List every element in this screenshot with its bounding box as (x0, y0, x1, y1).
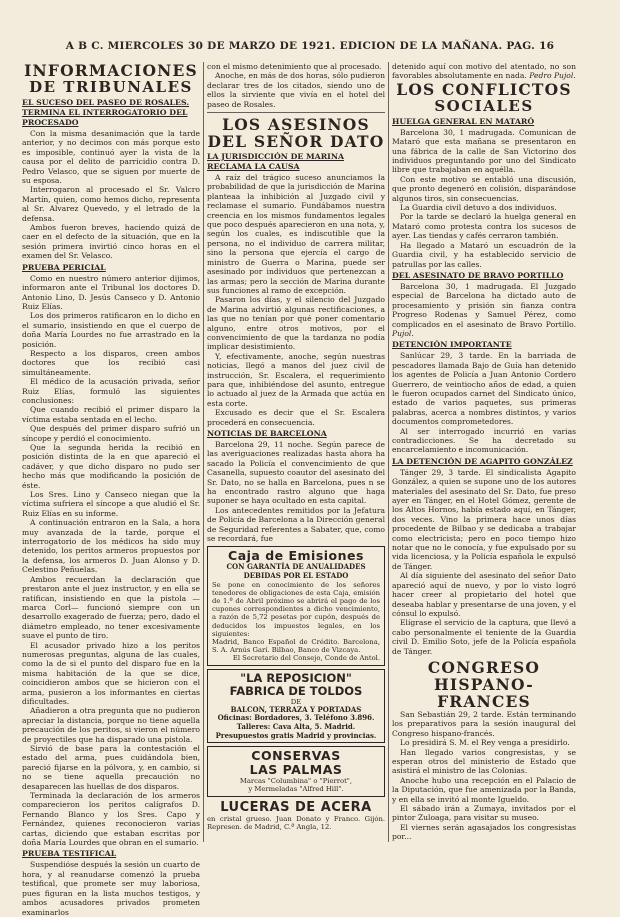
ad-line: DE (290, 697, 302, 706)
column-1 (22, 61, 200, 917)
paragraph: Añadieron a otra pregunta que no pudieron apreciar la distancia, porque no tiene aquella precaución de los peritos, si vieron el número de proyectiles que ha disparado una pistola. (22, 706, 200, 744)
paragraph: El acusador privado hizo a los peritos numerosas preguntas, alguna de las cuales, como la de si el punto del disparo fue en la misma habitación de la que se dice, coincidieron ambos que se hicieron con el arma, pusieron a los informantes en ciertas dificultades. (22, 640, 200, 706)
column-rule-2 (388, 62, 389, 842)
paragraph: Con este motivo se entabló una discusión, que pronto degeneró en colisión, disparándose algunos tiros, sin consecuencias. (392, 174, 576, 203)
section-heading-sociales: SOCIALES (434, 96, 534, 115)
paragraph: Ambos fueron breves, haciendo quizá de caer en el defecto de la situación, que en la sesión primera invirtió cinco horas en el examen del Sr. Velasco. (22, 223, 200, 261)
paragraph: El médico de la acusación privada, señor Ruiz Elías, formuló las siguientes conclusiones: (22, 377, 200, 405)
paragraph (392, 282, 576, 338)
paragraph: Sirvió de base para la contestación el estado del arma, pues cuidándola bien, pareció fijarse en la pólvora, y, en cambio, si no se tiene aquella precaución no desaparecen las huellas de dos disparos. (22, 744, 200, 791)
paragraph: Anoche hubo una recepción en el Palacio de la Diputación, que fue amenizada por la Banda, y en ella se invitó al monte Igueldo. (392, 775, 576, 804)
signature: Pujol. (392, 328, 414, 338)
column-2 (207, 62, 385, 852)
paragraph (392, 62, 576, 81)
paragraph: Como en nuestro número anterior dijimos, informaron ante el Tribunal los doctores D. Antonio Lino, D. Jesús Canseco y D. Antonio Ruiz Elías. (22, 273, 200, 311)
ad-places: Madrid, Banco Español de Crédito. Barcelona, S. A. Arnús Garí. Bilbao, Banco de Vizcaya. (212, 638, 380, 655)
paragraph: A continuación entraron en la Sala, a hora muy avanzada de la tarde, porque el interrogatorio de los médicos ha sido muy detenido, los peritos armeros propuestos por la defensa, los armeros D. Juan Alonso y D. Celestino Peñuelas. (22, 518, 200, 575)
ad-luceras (207, 800, 385, 831)
subheading-noticias-barcelona: NOTICIAS DE BARCELONA (207, 429, 327, 438)
paragraph: San Sebastián 29, 2 tarde. Están terminando los preparativos para la sesión inaugural del Congreso hispano-francés. (392, 709, 576, 738)
subheading-jurisdiccion-marina: LA JURISDICCIÓN DE MARINA RECLAMA LA CAUSA (207, 152, 344, 172)
paragraph-text: Barcelona 30, 1 madrugada. El Juzgado especial de Barcelona ha dictado auto de procesamiento y prisión sin fianza contra Progreso Rodenas y Samuel Pérez, como complicados en el asesinato de Bravo Portillo. (392, 281, 576, 329)
section-heading-tribunales: DE TRIBUNALES (29, 78, 193, 96)
section-heading-congreso: CONGRESO (427, 657, 541, 677)
paragraph: El sábado irán a Zumaya, invitados por el pintor Zuloaga, para visitar su museo. (392, 804, 576, 823)
paragraph: Con la misma desanimación que la tarde anterior, y no decimos con más porque esto es imposible, continuó ayer la vista de la causa por el delito de parricidio contra D. Pedro Velasco, que se siguen por muerte de su esposa. (22, 129, 200, 186)
ad-la-reposicion (207, 669, 385, 744)
subheading-suceso-rosales: EL SUCESO DEL PASEO DE ROSALES. TERMINA EL INTERROGATORIO DEL PROCESADO (22, 98, 190, 127)
ad-line: Talleres: Cava Alta, 5. Madrid. (236, 722, 356, 732)
paragraph: con el mismo detenimiento que al procesado. (207, 62, 382, 71)
paragraph: Anoche, en más de dos horas, sólo pudieron declarar tres de los citados, siendo uno de ellos la sirviente que vivía en el hotel del paseo de Rosales. (207, 71, 385, 109)
ad-body: Se pone en conocimiento de los señores tenedores de obligaciones de esta Caja, emisión de 1.º de Abril próximo se abrirá el pago de los cupones correspondientes a dicho vencimiento, a razón de 5,72 pesetas por cupón, después de deducidos los impuestos legales, en los siguientes: (212, 580, 380, 638)
paragraph-text: detenido aquí con motivo del atentado, no son favorables absolutamente en nada. (392, 62, 576, 81)
paragraph: Por la tarde se declaró la huelga general en Mataró como protesta contra los sucesos de ayer. Las tiendas y cafés cerraron también. (392, 212, 576, 241)
section-heading-hispano-frances: HISPANO-FRANCES (434, 674, 534, 711)
signature: Pedro Pujol. (529, 71, 576, 81)
subheading-prueba-testifical: PRUEBA TESTIFICAL (22, 849, 117, 859)
paragraph: Los antecedentes remitidos por la Jefatura de Policía de Barcelona a la Dirección general de Seguridad referentes a Sabater, que, como se recordará, fue (207, 505, 385, 544)
subheading-detencion-importante: DETENCIÓN IMPORTANTE (392, 340, 512, 350)
subheading-agapito-gonzalez: LA DETENCIÓN DE AGAPITO GONZÁLEZ (392, 456, 573, 466)
subheading-prueba-pericial: PRUEBA PERICIAL (22, 262, 106, 272)
paragraph: Que la segunda herida la recibió en posición distinta de la en que apareció el cadáver, y que dicho disparo no pudo ser hecho más que modificando la posición de éste. (22, 443, 200, 490)
ad-conservas (207, 746, 385, 796)
ad-title: FABRICA DE TOLDOS (229, 683, 363, 698)
subheading-huelga-mataro: HUELGA GENERAL EN MATARÓ (392, 116, 535, 126)
paragraph: Barcelona 30, 1 madrugada. Comunican de Mataró que esta mañana se presentaron en una fábrica de la calle de San Victorino dos individuos preguntando por uno del Sindicato libre que trabajaban en aquélla. (392, 127, 576, 175)
paragraph: Sanlúcar 29, 3 tarde. En la barriada de pescadores llamada Bajo de Guía han detenido los agentes de Policía a Juan Antonio Cordero Guerrero, de veintiocho años de edad, a quien le fueron ocupados carnet del Sindicato único, estado de varios paquetes, sus primeras palabras, acerca a nombres distintos, y varios documentos comprometedores. (392, 351, 576, 427)
paragraph: Y, efectivamente, anoche, según nuestras noticias, llegó a manos del juez civil de instrucción, Sr. Escalera, el requerimiento para que, inhibiéndose del asunto, entregue lo actuado al juez de la Armada que actúa en esta corte. (207, 351, 385, 408)
paragraph: Respecto a los disparos, creen ambos doctores que los recibió casi simultáneamente. (22, 348, 200, 377)
ad-line: Marcas "Columbina" o "Pierrot", (239, 777, 353, 786)
ad-title: CONSERVAS (251, 748, 341, 764)
paragraph: A raíz del trágico suceso anunciamos la probabilidad de que la jurisdicción de Marina planteaa la inhibición al Juzgado civil y reclamase el sumario. Fundábamos nuestra creencia en los mismos fundamentos legales que poco después aparecieron en una nota, y, según los cuales, es indiscutible que la persona, no el individuo de carrera militar, sino la persona que ejercía el cargo de ministro de Guerra o Marina, puede ser asesinado por individuos que pertenezcan a las armas; pero la sección de Marina durante sus funciones al ramo de excepción. (207, 173, 385, 295)
ad-caja-emisiones (207, 546, 385, 665)
paragraph: Elígrase el servicio de la captura, que llevó a cabo personalmente el teniente de la Guardia civil D. Emilio Soto, jefe de la Policía española de Tánger. (392, 618, 576, 656)
column-rule-1 (203, 62, 204, 842)
ad-title: LUCERAS DE ACERA (220, 799, 372, 815)
subheading-bravo-portillo: DEL ASESINATO DE BRAVO PORTILLO (392, 270, 564, 280)
paragraph: Al ser interrogado incurrió en varias contradicciones. Se ha decretado su encarcelamiento e incomunicación. (392, 426, 576, 455)
column-3 (392, 62, 576, 852)
section-heading-informaciones: INFORMACIONES (24, 61, 198, 80)
paragraph: Pasaron los días, y el silencio del Juzgado de Marina advirtió algunas rectificaciones, a las que no tenían por qué poner comentario alguno, entre otros motivos, por el convencimiento de que la tardanza no podía implicar desistimiento. (207, 295, 385, 352)
paragraph: El viernes serán agasajados los congresistas por... (392, 822, 576, 842)
paragraph: Barcelona 29, 11 noche. Según parece de las averiguaciones realizadas hasta ahora ha sacado la Policía el convencimiento de que Casanella, supuesto coautor del asesinato del Sr. Dato, no se halla en Barcelona, pues n se ha encontrado rastro alguno que haga suponer se haya ocultado en esta capital. (207, 440, 385, 506)
ad-body: en cristal grueso. Juan Donato y Franco. Gijón. Represen. de Madrid, C.ª Angla, 12. (207, 814, 385, 831)
ad-line: Presupuestos gratis Madrid y provincias. (215, 730, 377, 740)
ad-title: Caja de Emisiones (228, 548, 364, 564)
paragraph: Los dos primeros ratificaron en lo dicho en el sumario, insistiendo en que el cuerpo de doña María Lourdes no fue arrastrado en la posición. (22, 311, 200, 349)
paragraph: Que después del primer disparo sufrió un síncope y perdió el conocimiento. (22, 424, 200, 443)
paragraph: Tánger 29, 3 tarde. El sindicalista Agapito González, a quien se supone uno de los autores materiales del asesinato del Sr. Dato, fue preso ayer en Tánger, en el Hotel Gómez, gerente de los Altos Hornos, había estado aquí, en Tánger, dos veces. Vino la primera hace unos días procedente de Bilbao y se dedicaba a trabajar como electricista; pero en poco tiempo hizo notar que no le conocía, y fue expulsado por su vida licenciosa, y la Policía española le expulsó de Tánger. (392, 467, 576, 571)
paragraph: Ha llegado a Mataró un escuadrón de la Guardia civil, y ha establecido servicio de patrullas por las calles. (392, 240, 576, 269)
section-heading-senor-dato: DEL SEÑOR DATO (207, 132, 385, 152)
paragraph: Terminada la declaración de los armeros comparecieron los peritos calígrafos D. Fernando Blanco y los Sres. Capo y Fernández, quienes reconocieron varias cartas, diciendo que estaban escritas por doña María Lourdes que obran en el sumario. (22, 791, 200, 848)
ad-title: LAS PALMAS (249, 762, 343, 778)
ad-title: "LA REPOSICION" (240, 670, 352, 685)
section-heading-conflictos: LOS CONFLICTOS (396, 79, 572, 99)
ad-signature: El Secretario del Consejo, Conde de Antol. (232, 654, 380, 663)
paragraph: Interrogaron al procesado el Sr. Valcro Martín, quien, como hemos dicho, representa al Sr. Alvarez Quevedo, y el letrado de la defensa. (22, 185, 200, 223)
paragraph: Suspendióse después la sesión un cuarto de hora, y al reanudarse comenzó la prueba testifical, que promete ser muy laboriosa, pues figuran en la lista muchos testigos, y ambos acusadores privados prometen examinarlos (22, 860, 200, 917)
paragraph: Ambos recuerdan la declaración que prestaron ante el juez instructor, y en ella se ratifican, insistiendo en que la pistola —marca Corl— funcionó siempre con un desarrollo exagerado de fuerza; pero, dado el diámetro empleado, no tener excesivamente suave el punto de tiro. (22, 574, 200, 641)
paragraph: Los Sres. Lino y Canseco niegan que la víctima sufriera el síncope a que aludió el Sr. Ruiz Elías en su informe. (22, 490, 200, 518)
paragraph: Al día siguiente del asesinato del señor Dato apareció aquí de nuevo, y por lo visto logró hacer creer al propietario del hotel que deseaba hablar y presentarse de una joven, y el cónsul lo expulsó. (392, 571, 576, 618)
page-header: A B C. MIERCOLES 30 DE MARZO DE 1921. EDICION DE LA MAÑANA. PAG. 16 (65, 40, 555, 52)
ad-line: y Mermeladas "Alfred Hill". (248, 785, 344, 794)
section-heading-asesinos: LOS ASESINOS (222, 115, 370, 135)
paragraph: Lo presidirá S. M. el Rey venga a presidirlo. (400, 738, 570, 748)
paragraph: Que cuando recibió el primer disparo la víctima estaba sentada en el lecho. (22, 405, 200, 424)
paragraph: Excusado es decir que el Sr. Escalera procederá en consecuencia. (207, 408, 385, 427)
ad-line: BALCON, TERRAZA Y PORTADAS (230, 704, 362, 714)
divider (207, 112, 385, 113)
ad-subtitle: CON GARANTÍA DE ANUALIDADES DEBIDAS POR EL ESTADO (226, 562, 366, 581)
paragraph: La Guardia civil detuvo a dos individuos. (400, 203, 557, 213)
ad-line: Oficinas: Bordadores, 3. Teléfono 3.896. (217, 713, 375, 723)
paragraph: Han llegado varios congresistas, y se esperan otros del ministerio de Estado que asistirá el ministro de las Colonias. (392, 747, 576, 776)
